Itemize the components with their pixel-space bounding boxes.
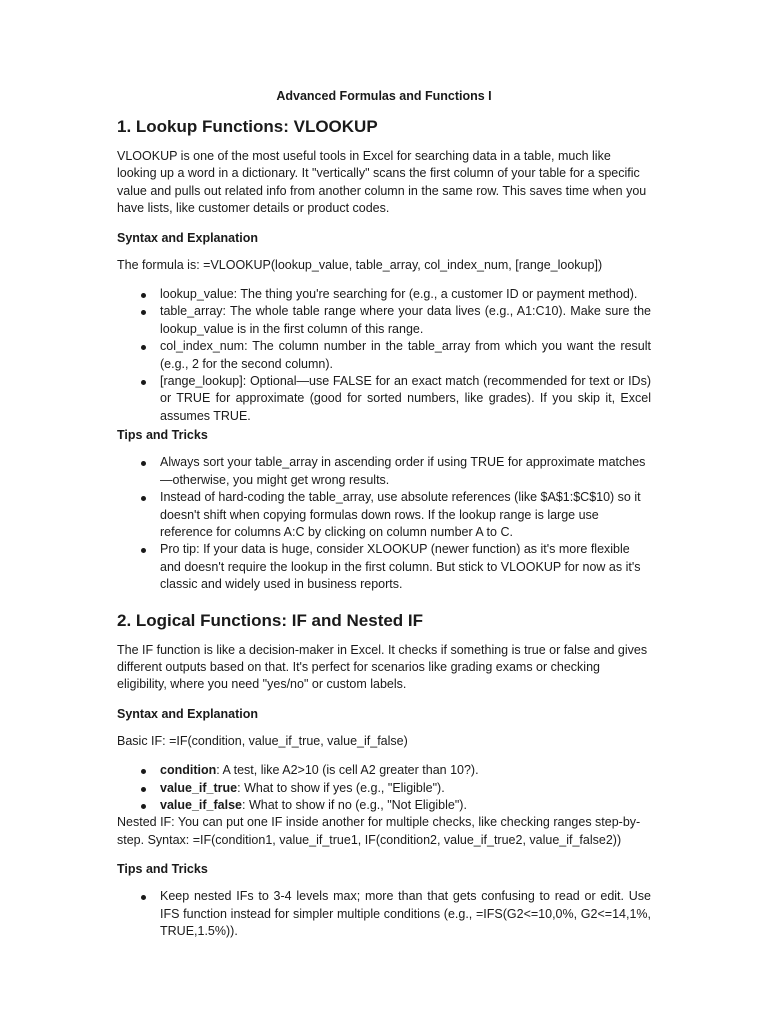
list-item: Keep nested IFs to 3-4 levels max; more than that gets confusing to read or edit. Use IFS function instead for simpler multiple conditions (e.g., =IFS(G2<=10,0%, G2<=14,1%, TRUE,1.5%)). xyxy=(117,888,651,940)
section2-basic-if: Basic IF: =IF(condition, value_if_true, value_if_false) xyxy=(117,733,408,748)
section1-formula: The formula is: =VLOOKUP(lookup_value, table_array, col_index_num, [range_lookup]) xyxy=(117,257,603,272)
section1-heading: 1. Lookup Functions: VLOOKUP xyxy=(117,117,378,136)
arg-term: condition xyxy=(160,763,217,778)
list-item: Pro tip: If your data is huge, consider XLOOKUP (newer function) as it's more flexible and doesn't require the lookup in the first column. But stick to VLOOKUP for now as it's classic and widely used in business reports. xyxy=(117,541,651,593)
list-item xyxy=(117,797,651,814)
arg-desc: : A test, like A2>10 (is cell A2 greater than 10?). xyxy=(216,763,479,778)
list-item: table_array: The whole table range where your data lives (e.g., A1:C10). Make sure the lookup_value is in the first column of this range. xyxy=(117,303,651,338)
arg-term: value_if_false xyxy=(160,797,242,812)
arg-desc: : What to show if no (e.g., "Not Eligible"). xyxy=(242,797,467,812)
list-item: lookup_value: The thing you're searching for (e.g., a customer ID or payment method). xyxy=(117,286,651,303)
list-item xyxy=(117,762,651,779)
arg-desc: : What to show if yes (e.g., "Eligible"). xyxy=(237,780,445,795)
section2-nested-if: Nested IF: You can put one IF inside another for multiple checks, like checking ranges step-by-step. Syntax: =IF(condition1, value_if_true1, IF(condition2, value_if_true2, value_if_false2)) xyxy=(117,815,641,847)
section2-heading: 2. Logical Functions: IF and Nested IF xyxy=(117,610,424,630)
list-item: Always sort your table_array in ascending order if using TRUE for approximate matches—otherwise, you might get wrong results. xyxy=(117,454,651,489)
section2-tips-list xyxy=(117,888,651,940)
section2-tips-heading: Tips and Tricks xyxy=(117,862,208,877)
section2-syntax-heading: Syntax and Explanation xyxy=(117,706,259,721)
list-item: col_index_num: The column number in the table_array from which you want the result (e.g., 2 for the second column). xyxy=(117,338,651,373)
section2-intro: The IF function is like a decision-maker in Excel. It checks if something is true or false and gives different outputs based on that. It's perfect for scenarios like grading exams or checking eligibility, where you need "yes/no" or custom labels. xyxy=(117,642,648,692)
section1-tips-list xyxy=(117,454,651,593)
section1-intro: VLOOKUP is one of the most useful tools in Excel for searching data in a table, much like looking up a word in a dictionary. It "vertically" scans the first column of your table for a specific value and pulls out related info from another column in the same row. This saves time when you have lists, like customer details or product codes. xyxy=(117,149,647,216)
section1-args-list xyxy=(117,286,651,425)
list-item: [range_lookup]: Optional—use FALSE for an exact match (recommended for text or IDs) or TRUE for approximate (good for sorted numbers, like grades). If you skip it, Excel assumes TRUE. xyxy=(117,373,651,425)
arg-term: value_if_true xyxy=(160,780,238,795)
document-title: Advanced Formulas and Functions I xyxy=(276,89,492,103)
section1-syntax-heading: Syntax and Explanation xyxy=(117,230,259,245)
list-item xyxy=(117,780,651,797)
section2-args-list xyxy=(117,762,651,814)
section1-tips-heading: Tips and Tricks xyxy=(117,428,208,443)
list-item: Instead of hard-coding the table_array, use absolute references (like $A$1:$C$10) so it doesn't shift when copying formulas down rows. If the lookup range is large use reference for columns A:C by clicking on column number A to C. xyxy=(117,489,651,541)
document-content xyxy=(117,88,651,940)
